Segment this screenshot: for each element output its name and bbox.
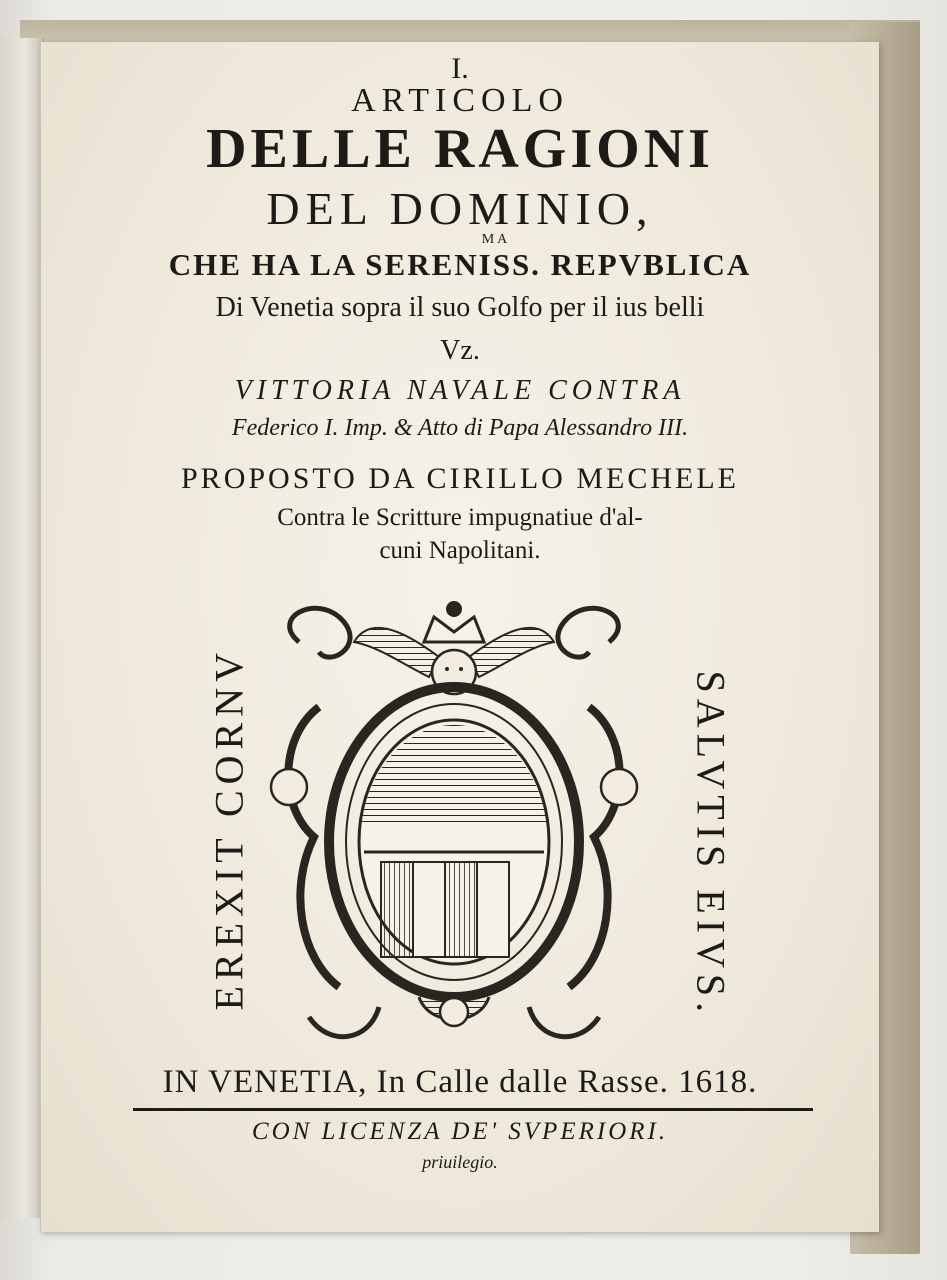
heading-dominio: DEL DOMINIO,	[266, 183, 654, 234]
printer-device-woodcut	[259, 587, 649, 1047]
word-vz: Vz.	[440, 335, 480, 366]
heading-repvblica: CHE HA LA SERENISS. REPVBLICA	[168, 247, 752, 282]
heading-ragioni: DELLE RAGIONI	[206, 118, 714, 180]
heading-vittoria: VITTORIA NAVALE CONTRA	[234, 375, 686, 406]
privilege-line: priuilegio.	[422, 1152, 498, 1172]
subtitle-napolitani: cuni Napolitani.	[379, 537, 541, 564]
heading-proposto: PROPOSTO DA CIRILLO MECHELE	[181, 462, 739, 495]
book-spine-left	[0, 38, 44, 1218]
imprint: IN VENETIA, In Calle dalle Rasse. 1618.	[162, 1064, 758, 1100]
motto-left: EREXIT CORNV	[206, 647, 252, 1011]
motto-right: SALVTIS EIVS.	[688, 670, 734, 1019]
word-ma: MA	[481, 232, 511, 247]
subtitle-venetia: Di Venetia sopra il suo Golfo per il ius belli	[215, 292, 705, 323]
subtitle-contra: Contra le Scritture impugnatiue d'al-	[277, 504, 643, 531]
subtitle-federico: Federico I. Imp. & Atto di Papa Alessandro III.	[231, 415, 689, 441]
imprint-rule	[133, 1108, 813, 1111]
article-number: I.	[451, 52, 469, 85]
title-page	[40, 42, 879, 1232]
license-line: CON LICENZA DE' SVPERIORI.	[251, 1118, 669, 1145]
heading-articolo: ARTICOLO	[351, 82, 569, 119]
